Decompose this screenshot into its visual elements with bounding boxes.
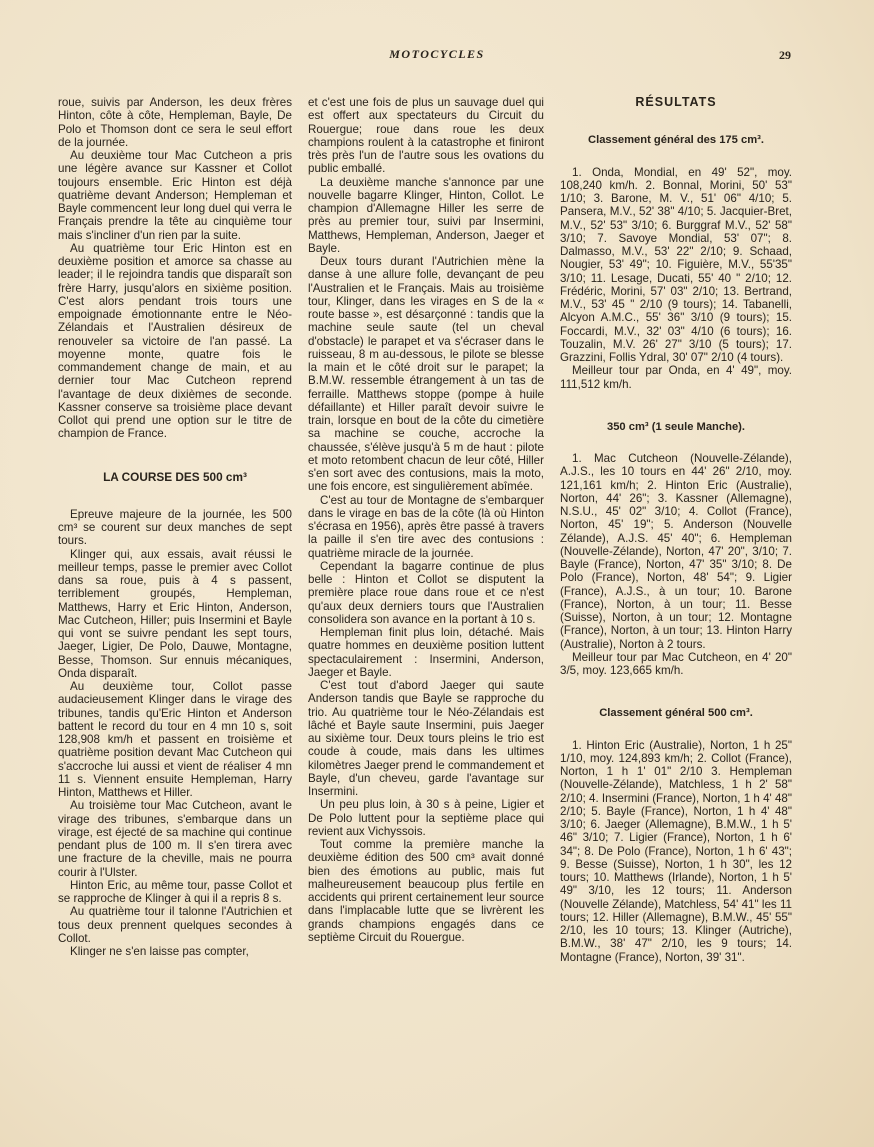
standings-350cc: 1. Mac Cutcheon (Nouvelle-Zélande), A.J.S., les 10 tours en 44' 26" 2/10, moy. 121,161 km/h; 2. Hinton Eric (Australie), Norton, 44' 26"; 3. Kassner (Allemagne), N.S.U., 45' 02" 3/10; 4. Collot (France), Norton, 45' 19"; 5. Anderson (Nouvelle Zélande), A.J.S. 45' 40"; 6. Hempleman (Nouvelle-Zélande), Norton, 47' 20", 3/10; 7. Bayle (France), Norton, 47' 35" 3/10; 8. De Polo (France), Norton, 48' 54"; 9. Ligier (France), A.J.S., à un tour; 10. Barone (France), Norton, à un tour; 11. Besse (Suisse), Norton, à un tour; 12. Montagne (France), Norton, à un tour; 13. Hinton Harry (Australie), Norton à 2 tours. [560, 452, 792, 651]
paragraph: Un peu plus loin, à 30 s à peine, Ligier et De Polo luttent pour la septième place qui revient aux Vichyssois. [308, 798, 544, 838]
paragraph: Cependant la bagarre continue de plus belle : Hinton et Collot se disputent la première place roue dans roue et ce n'est qu'aux deux derniers tours que l'Australien consolidera son avance en la portant à 10 s. [308, 559, 544, 626]
paragraph: Au deuxième tour, Collot passe audacieusement Klinger dans le virage des tribunes, tandis qu'Eric Hinton et Anderson battent le record du tour en 4 mn 10 s, soit 128,908 km/h et passent en troisième et quatrième position devant Mac Cutcheon qui s'accroche lui aussi et vient de réaliser 4 mn 11 s. Viennent ensuite Hempleman, Harry Hinton, Matthews et Hiller. [58, 680, 292, 799]
section-heading-500cc: LA COURSE DES 500 cm³ [103, 469, 247, 484]
paragraph: Au deuxième tour Mac Cutcheon a pris une légère avance sur Kassner et Collot toujours ensemble. Eric Hinton est déjà quatrième devant Anderson; Hempleman et Bayle commencent leur long duel qui verra le Français prendre la tête au cinquième tour mais s'incliner d'un rien par la suite. [58, 149, 292, 242]
heading-500cc: Classement général 500 cm³. [599, 707, 753, 720]
paragraph: C'est au tour de Montagne de s'embarquer dans le virage en bas de la côte (là où Hinton s'écrasa en 1956), après être passé à travers la paille il s'en tire avec des contusions : quatrième miracle de la journée. [308, 493, 544, 560]
paragraph: Au quatrième tour il talonne l'Autrichien et tous deux prennent quelques secondes à Collot. [58, 905, 292, 945]
heading-350cc: 350 cm³ (1 seule Manche). [606, 420, 746, 433]
paragraph: Au troisième tour Mac Cutcheon, avant le virage des tribunes, s'embarque dans un virage, est éjecté de sa machine qui continue pendant plus de 100 m. Il s'en tirera avec une fracture de la cheville, mais ne pourra courir à l'Ulster. [58, 799, 292, 879]
paragraph: et c'est une fois de plus un sauvage duel qui est offert aux spectateurs du Circuit du Rouergue; roue dans roue les deux champions roulent à la catastrophe et finiront très près l'un de l'autre sous les ovations du public emballé. [308, 96, 544, 176]
standings-500cc: 1. Hinton Eric (Australie), Norton, 1 h 25" 1/10, moy. 124,893 km/h; 2. Collot (France), Norton, 1 h 1' 01" 2/10 3. Hempleman (Nouvelle-Zélande), Matchless, 1 h 2' 58" 2/10; 4. Insermini (France), Norton, 1 h 4' 48" 2/10; 5. Bayle (France), Norton, 1 h 4' 48" 3/10; 6. Jaeger (Allemagne), B.M.W., 1 h 5' 46" 3/10; 7. Ligier (France), Norton, 1 h 6' 34"; 8. De Polo (France), Norton, 1 h 6' 43"; 9. Besse (Suisse), Norton, 1 h 30", les 12 tours; 10. Matthews (Irlande), Norton, 1 h 5' 49" 3/10, les 12 tours; 11. Anderson (Nouvelle Zélande), Matchless, 54' 41" les 11 tours; 12. Hiller (Allemagne), B.M.W., 45' 55" 2/10, les 10 tours; 13. Klinger (Autriche), B.M.W., 38' 47" 2/10, les 9 tours; 14. Montagne (France), Norton, 39' 31". [560, 738, 792, 964]
column-2 [308, 96, 544, 944]
standings-175cc: 1. Onda, Mondial, en 49' 52", moy. 108,240 km/h. 2. Bonnal, Morini, 50' 53" 1/10; 3. Barone, M. V., 51' 06" 4/10; 5. Pansera, M.V., 52' 38" 4/10; 5. Jacquier-Bret, M.V., 52' 53" 3/10; 6. Burggraf M.V., 52' 58" 3/10; 7. Savoye Mondial, 53' 07"; 8. Dalmasso, M.V., 53' 22" 2/10; 9. Schaad, Nougier, 53' 49"; 10. Figuière, M.V., 55'35" 3/10; 11. Lesage, Ducati, 55' 40 " 2/10; 12. Frédéric, Morini, 57' 03" 2/10; 13. Bertrand, M.V., 53' 45 " 2/10 (9 tours); 14. Tabanelli, Alcyon A.M.C., 55' 36" 3/10 (9 tours); 15. Foccardi, M.V., 32' 03" 4/10 (6 tours); 16. Touzalin, M.V. 26' 27" 3/10 (5 tours); 17. Grazzini, Follis Ydral, 30' 07" 2/10 (4 tours). [560, 165, 792, 364]
results-heading: RÉSULTATS [635, 95, 717, 109]
column-3-results [560, 96, 792, 964]
heading-175cc: Classement général des 175 cm³. [588, 134, 764, 147]
paragraph: Tout comme la première manche la deuxième édition des 500 cm³ avait donné bien des émotions au public, mais fut malheureusement beaucoup plus fertile en accidents qui prirent certainement leur source dans l'implacable lutte que se livrèrent les grands champions engagés dans ce septième Circuit du Rouergue. [308, 838, 544, 944]
paragraph: Epreuve majeure de la journée, les 500 cm³ se courent sur deux manches de sept tours. [58, 507, 292, 548]
paragraph: roue, suivis par Anderson, les deux frères Hinton, côte à côte, Hempleman, Bayle, De Polo et Thomson dont ce sera le seul effort de la journée. [58, 96, 292, 149]
best-lap-350cc: Meilleur tour par Mac Cutcheon, en 4' 20" 3/5, moy. 123,665 km/h. [560, 650, 792, 677]
paragraph: La deuxième manche s'annonce par une nouvelle bagarre Klinger, Hinton, Collot. Le champion d'Allemagne Hiller les serre de près au premier tour, suivi par Insermini, Matthews, Hempleman, Anderson, Jaeger et Bayle. [308, 175, 544, 255]
paragraph: C'est tout d'abord Jaeger qui saute Anderson tandis que Bayle se rapproche du trio. Au quatrième tour le Néo-Zélandais est lâché et Bayle saute Insermini, puis Jaeger au sixième tour. Deux tours pleins le trio est coude à coude, mais dans les ultimes kilomètres Jaeger prend le commandement et Bayle, d'un cheveu, garde l'avantage sur Insermini. [308, 679, 544, 798]
paragraph: Au quatrième tour Eric Hinton est en deuxième position et amorce sa chasse au leader; il le rejoindra tandis que disparaît son frère Harry, jusqu'alors en sixième position. C'est alors pendant trois tours une empoignade émotionnante entre le Néo-Zélandais et l'Australien désireux de renouveler sa victoire de l'an passé. La moyenne monte, quatre fois le commandement change de main, et au dernier tour Mac Cutcheon reprend l'avantage de deux dixièmes de seconde. Kassner conserve sa troisième place devant Collot qui prend une option sur le titre de champion de France. [58, 241, 292, 441]
column-1 [58, 96, 292, 958]
paragraph: Hempleman finit plus loin, détaché. Mais quatre hommes en deuxième position luttent spectaculairement : Insermini, Anderson, Jaeger et Bayle. [308, 626, 544, 679]
running-title: MOTOCYCLES [389, 47, 485, 61]
paragraph: Deux tours durant l'Autrichien mène la danse à une allure folle, devançant de peu l'Australien et le Français. Mais au troisième tour, Klinger, dans les virages en S de la « route basse », est désarçonné : tandis que la machine seule saute (tel un cheval d'obstacle) le parapet et va s'écraser dans le ruisseau, 8 m au-dessous, le pilote se blesse la main et le côté droit sur le parapet; la B.M.W. ressemble étrangement à un tas de ferraille. Matthews stoppe (pompe à huile défaillante) et Hiller paraît devoir suivre le train, lorsque en bout de la côte du cimetière sa machine se couche, accroche la chaussée, s'élève jusqu'à 5 m de haut : pilote et moto retombent chacun de leur côté, Hiller s'en sort avec des contusions, mais la moto, une fois encore, est singulièrement abîmée. [308, 255, 544, 494]
page-number: 29 [779, 48, 791, 62]
best-lap-175cc: Meilleur tour par Onda, en 4' 49", moy. 111,512 km/h. [560, 364, 792, 391]
paragraph: Klinger ne s'en laisse pas compter, [70, 945, 249, 958]
paragraph: Klinger qui, aux essais, avait réussi le meilleur temps, passe le premier avec Collot dans sa roue, puis à 4 s passent, terriblement groupés, Hempleman, Matthews, Harry et Eric Hinton, Anderson, Mac Cutcheon, Hiller; puis Insermini et Bayle qui vont se suivre pendant les sept tours, Jaeger, Ligier, De Polo, Dauwe, Montagne, Besse, Thomson. Sur ennuis mécaniques, Onda disparaît. [58, 547, 292, 680]
paragraph: Hinton Eric, au même tour, passe Collot et se rapproche de Klinger à qui il a repris 8 s. [58, 878, 292, 905]
